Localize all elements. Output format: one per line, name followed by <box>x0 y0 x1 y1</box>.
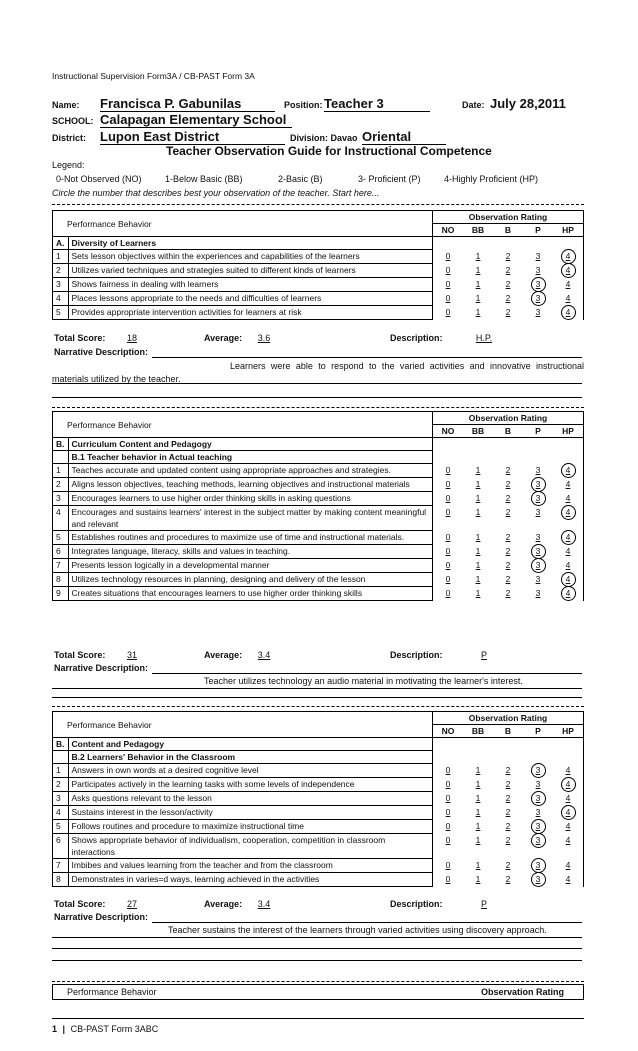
rating-b[interactable]: 2 <box>505 545 511 556</box>
rating-bb[interactable]: 1 <box>475 873 481 884</box>
rule <box>52 688 582 689</box>
rating-hp[interactable]: 4 <box>561 305 576 320</box>
desc-value-b2: P <box>480 899 487 909</box>
rating-hp[interactable]: 4 <box>565 492 571 503</box>
rule <box>52 960 582 961</box>
row-number: 5 <box>53 531 69 545</box>
table-row <box>53 478 584 492</box>
rating-bb[interactable]: 1 <box>475 834 481 845</box>
rating-b[interactable]: 2 <box>505 292 511 303</box>
section-letter: A. <box>53 237 69 250</box>
row-number: 2 <box>53 478 69 492</box>
row-number: 1 <box>53 764 69 778</box>
table-row <box>53 278 584 292</box>
col-p: P <box>523 425 553 438</box>
perf-header: Performance Behavior <box>53 712 433 738</box>
obs-header: Observation Rating <box>433 211 584 224</box>
rating-p[interactable]: 3 <box>535 573 541 584</box>
rating-no[interactable]: 0 <box>445 464 451 475</box>
form-title: Instructional Supervision Form3A / CB-PAST Form 3A <box>52 71 255 81</box>
rating-b[interactable]: 2 <box>505 587 511 598</box>
row-number: 4 <box>53 292 69 306</box>
rating-b[interactable]: 2 <box>505 306 511 317</box>
rating-no[interactable]: 0 <box>445 859 451 870</box>
rating-b[interactable]: 2 <box>505 506 511 517</box>
row-behavior: Aligns lesson objectives, teaching methods, learning objectives and instructional materials <box>68 478 433 492</box>
rating-p[interactable]: 3 <box>531 558 546 573</box>
table-section-a <box>52 210 584 320</box>
average-value-b2: 3.4 <box>257 899 271 909</box>
rating-b[interactable]: 2 <box>505 478 511 489</box>
row-behavior: Shows fairness in dealing with learners <box>68 278 433 292</box>
rating-b[interactable]: 2 <box>505 820 511 831</box>
rating-bb[interactable]: 1 <box>475 778 481 789</box>
table-row <box>53 806 584 820</box>
table-row <box>53 587 584 601</box>
rule <box>152 922 582 923</box>
total-label-a: Total Score: <box>54 333 106 343</box>
rating-hp[interactable]: 4 <box>561 249 576 264</box>
table-row <box>53 545 584 559</box>
rating-no[interactable]: 0 <box>445 764 451 775</box>
rating-p[interactable]: 3 <box>535 806 541 817</box>
rating-hp[interactable]: 4 <box>561 530 576 545</box>
section-letter: B. <box>53 438 69 451</box>
row-behavior: Provides appropriate intervention activities for learners at risk <box>68 306 433 320</box>
row-number: 3 <box>53 278 69 292</box>
table-row <box>53 873 584 887</box>
rating-bb[interactable]: 1 <box>475 531 481 542</box>
rating-p[interactable]: 3 <box>531 477 546 492</box>
name-value: Francisca P. Gabunilas <box>100 96 275 112</box>
table-row <box>53 492 584 506</box>
rule <box>52 937 582 938</box>
rating-b[interactable]: 2 <box>505 464 511 475</box>
rating-b[interactable]: 2 <box>505 873 511 884</box>
row-behavior: Utilizes varied techniques and strategies suited to different kinds of learners <box>68 264 433 278</box>
rating-p[interactable]: 3 <box>531 763 546 778</box>
rating-p[interactable]: 3 <box>531 819 546 834</box>
page-footer <box>52 1024 158 1034</box>
table-row <box>53 464 584 478</box>
rating-no[interactable]: 0 <box>445 545 451 556</box>
narrative-b1: Teacher utilizes technology an audio material in motivating the learner's interest. <box>204 676 523 686</box>
rating-hp[interactable]: 4 <box>565 545 571 556</box>
row-number: 7 <box>53 859 69 873</box>
average-label-b1: Average: <box>204 650 243 660</box>
rating-no[interactable]: 0 <box>445 559 451 570</box>
row-number: 4 <box>53 506 69 531</box>
rating-hp[interactable]: 4 <box>561 586 576 601</box>
divider <box>52 706 584 707</box>
school-label: SCHOOL: <box>52 116 94 126</box>
table-row <box>53 778 584 792</box>
rating-p[interactable]: 3 <box>531 491 546 506</box>
rating-bb[interactable]: 1 <box>475 764 481 775</box>
col-no: NO <box>433 425 464 438</box>
desc-label-b2: Description: <box>390 899 443 909</box>
row-behavior: Utilizes technology resources in planning, designing and delivery of the lesson <box>68 573 433 587</box>
rating-b[interactable]: 2 <box>505 859 511 870</box>
position-label: Position: <box>284 100 323 110</box>
rating-hp[interactable]: 4 <box>561 505 576 520</box>
row-number: 7 <box>53 559 69 573</box>
rating-no[interactable]: 0 <box>445 820 451 831</box>
rating-no[interactable]: 0 <box>445 278 451 289</box>
rating-bb[interactable]: 1 <box>475 306 481 317</box>
rating-p[interactable]: 3 <box>531 544 546 559</box>
average-label-b2: Average: <box>204 899 243 909</box>
table-section-b1 <box>52 411 584 601</box>
col-bb: BB <box>463 425 493 438</box>
legend-item-0: 0-Not Observed (NO) <box>56 174 142 184</box>
table-row <box>53 792 584 806</box>
rating-bb[interactable]: 1 <box>475 587 481 598</box>
col-hp: HP <box>553 425 584 438</box>
table-row <box>53 834 584 859</box>
row-behavior: Places lessons appropriate to the needs and difficulties of learners <box>68 292 433 306</box>
narrative-a: Learners were able to respond to the varied activities and innovative instructional materials utilized by the teacher. <box>52 361 584 384</box>
table-row <box>53 264 584 278</box>
divider <box>52 204 584 205</box>
average-label-a: Average: <box>204 333 243 343</box>
row-number: 2 <box>53 778 69 792</box>
rating-p[interactable]: 3 <box>531 872 546 887</box>
narrative-label-b1: Narrative Description: <box>54 663 149 673</box>
rating-hp[interactable]: 4 <box>565 873 571 884</box>
rating-bb[interactable]: 1 <box>475 278 481 289</box>
perf-header: Performance Behavior <box>53 412 433 438</box>
row-number: 3 <box>53 492 69 506</box>
rating-hp[interactable]: 4 <box>565 792 571 803</box>
legend-item-4: 4-Highly Proficient (HP) <box>444 174 539 184</box>
total-value-a: 18 <box>126 333 137 343</box>
rating-hp[interactable]: 4 <box>565 764 571 775</box>
row-number: 6 <box>53 834 69 859</box>
rating-b[interactable]: 2 <box>505 531 511 542</box>
section-title: Diversity of Learners <box>68 237 433 250</box>
col-no: NO <box>433 725 464 738</box>
rating-hp[interactable]: 4 <box>561 263 576 278</box>
section-title: Curriculum Content and Pedagogy <box>68 438 433 451</box>
perf-header: Performance Behavior <box>67 987 157 997</box>
row-number: 5 <box>53 820 69 834</box>
table-row <box>53 531 584 545</box>
rating-p[interactable]: 3 <box>535 506 541 517</box>
col-bb: BB <box>463 725 493 738</box>
rating-no[interactable]: 0 <box>445 506 451 517</box>
rating-p[interactable]: 3 <box>531 291 546 306</box>
rating-hp[interactable]: 4 <box>565 292 571 303</box>
rating-bb[interactable]: 1 <box>475 573 481 584</box>
average-value-a: 3.6 <box>257 333 271 343</box>
table-row <box>53 859 584 873</box>
rule <box>52 697 582 698</box>
row-behavior: Participates actively in the learning tasks with some levels of independence <box>68 778 433 792</box>
rating-b[interactable]: 2 <box>505 806 511 817</box>
date-label: Date: <box>462 100 485 110</box>
rating-no[interactable]: 0 <box>445 792 451 803</box>
row-number: 3 <box>53 792 69 806</box>
table-row <box>53 573 584 587</box>
footer-table <box>52 984 584 1000</box>
rule <box>152 673 582 674</box>
rule <box>52 383 582 384</box>
rating-bb[interactable]: 1 <box>475 464 481 475</box>
rating-bb[interactable]: 1 <box>475 292 481 303</box>
district-value: Lupon East District <box>100 129 285 145</box>
rating-no[interactable]: 0 <box>445 573 451 584</box>
row-number: 8 <box>53 873 69 887</box>
obs-header: Observation Rating <box>481 987 565 997</box>
rating-no[interactable]: 0 <box>445 531 451 542</box>
table-row <box>53 820 584 834</box>
table-row <box>53 292 584 306</box>
footer-separator: | <box>62 1024 66 1034</box>
desc-value-b1: P <box>480 650 487 660</box>
row-behavior: Demonstrates in varies=d ways, learning achieved in the activities <box>68 873 433 887</box>
rating-bb[interactable]: 1 <box>475 792 481 803</box>
rating-b[interactable]: 2 <box>505 559 511 570</box>
table-row <box>53 250 584 264</box>
rating-no[interactable]: 0 <box>445 834 451 845</box>
col-no: NO <box>433 224 464 237</box>
rating-hp[interactable]: 4 <box>561 463 576 478</box>
row-behavior: Creates situations that encourages learners to use higher order thinking skills <box>68 587 433 601</box>
row-number: 6 <box>53 545 69 559</box>
obs-header: Observation Rating <box>433 712 584 725</box>
rule <box>52 948 582 949</box>
total-label-b1: Total Score: <box>54 650 106 660</box>
rating-bb[interactable]: 1 <box>475 545 481 556</box>
desc-label-a: Description: <box>390 333 443 343</box>
rating-p[interactable]: 3 <box>535 464 541 475</box>
division-label: Division: Davao <box>290 133 358 143</box>
rating-hp[interactable]: 4 <box>565 559 571 570</box>
rating-p[interactable]: 3 <box>535 264 541 275</box>
col-hp: HP <box>553 224 584 237</box>
rating-no[interactable]: 0 <box>445 778 451 789</box>
legend-item-3: 3- Proficient (P) <box>358 174 421 184</box>
row-number: 8 <box>53 573 69 587</box>
row-number: 2 <box>53 264 69 278</box>
date-value: July 28,2011 <box>490 96 566 111</box>
rating-no[interactable]: 0 <box>445 478 451 489</box>
rating-p[interactable]: 3 <box>535 250 541 261</box>
rating-p[interactable]: 3 <box>531 833 546 848</box>
division-value: Oriental <box>362 129 446 145</box>
rating-p[interactable]: 3 <box>531 858 546 873</box>
school-value: Calapagan Elementary School <box>100 112 292 128</box>
rating-bb[interactable]: 1 <box>475 250 481 261</box>
rating-b[interactable]: 2 <box>505 264 511 275</box>
rating-bb[interactable]: 1 <box>475 806 481 817</box>
page-number: 1 <box>52 1024 58 1034</box>
row-behavior: Shows appropriate behavior of individualism, cooperation, competition in classroom interactions <box>68 834 433 859</box>
page-footer-rule <box>52 1018 584 1019</box>
rating-b[interactable]: 2 <box>505 492 511 503</box>
rating-no[interactable]: 0 <box>445 492 451 503</box>
rating-p[interactable]: 3 <box>535 587 541 598</box>
rating-b[interactable]: 2 <box>505 764 511 775</box>
rating-no[interactable]: 0 <box>445 306 451 317</box>
divider <box>52 407 584 408</box>
rating-hp[interactable]: 4 <box>561 777 576 792</box>
footer-label: CB-PAST Form 3ABC <box>70 1024 159 1034</box>
position-value: Teacher 3 <box>324 96 430 112</box>
rating-bb[interactable]: 1 <box>475 820 481 831</box>
table-row <box>53 764 584 778</box>
row-behavior: Asks questions relevant to the lesson <box>68 792 433 806</box>
total-value-b2: 27 <box>126 899 137 909</box>
rating-p[interactable]: 3 <box>535 778 541 789</box>
rating-bb[interactable]: 1 <box>475 264 481 275</box>
divider <box>52 981 584 982</box>
row-behavior: Sustains interest in the lesson/activity <box>68 806 433 820</box>
rating-no[interactable]: 0 <box>445 250 451 261</box>
col-b: B <box>493 425 523 438</box>
row-number: 5 <box>53 306 69 320</box>
rule <box>152 357 582 358</box>
rating-b[interactable]: 2 <box>505 834 511 845</box>
rating-hp[interactable]: 4 <box>565 834 571 845</box>
col-b: B <box>493 725 523 738</box>
obs-header: Observation Rating <box>433 412 584 425</box>
table-row <box>53 306 584 320</box>
section-subtitle: B.1 Teacher behavior in Actual teaching <box>68 451 433 464</box>
rating-b[interactable]: 2 <box>505 778 511 789</box>
legend-item-2: 2-Basic (B) <box>278 174 323 184</box>
section-letter: B. <box>53 738 69 751</box>
average-value-b1: 3.4 <box>257 650 271 660</box>
total-value-b1: 31 <box>126 650 137 660</box>
rating-no[interactable]: 0 <box>445 587 451 598</box>
rating-no[interactable]: 0 <box>445 264 451 275</box>
rating-b[interactable]: 2 <box>505 573 511 584</box>
row-behavior: Integrates language, literacy, skills and values in teaching. <box>68 545 433 559</box>
rating-bb[interactable]: 1 <box>475 492 481 503</box>
rating-b[interactable]: 2 <box>505 792 511 803</box>
desc-value-a: H.P. <box>475 333 493 343</box>
rating-no[interactable]: 0 <box>445 873 451 884</box>
rating-p[interactable]: 3 <box>531 791 546 806</box>
legend-label: Legend: <box>52 160 85 170</box>
row-behavior: Encourages learners to use higher order thinking skills in asking questions <box>68 492 433 506</box>
rating-hp[interactable]: 4 <box>561 572 576 587</box>
row-behavior: Establishes routines and procedures to maximize use of time and instructional materials. <box>68 531 433 545</box>
rating-b[interactable]: 2 <box>505 250 511 261</box>
rating-p[interactable]: 3 <box>535 306 541 317</box>
rating-bb[interactable]: 1 <box>475 559 481 570</box>
row-behavior: Follows routines and procedure to maximize instructional time <box>68 820 433 834</box>
perf-header: Performance Behavior <box>53 211 433 237</box>
col-b: B <box>493 224 523 237</box>
col-hp: HP <box>553 725 584 738</box>
name-label: Name: <box>52 100 80 110</box>
row-behavior: Encourages and sustains learners' interest in the subject matter by making content meaningful and relevant <box>68 506 433 531</box>
row-behavior: Answers in own words at a desired cognitive level <box>68 764 433 778</box>
guide-title: Teacher Observation Guide for Instructional Competence <box>166 144 492 158</box>
rule <box>52 397 582 398</box>
row-number: 4 <box>53 806 69 820</box>
rating-hp[interactable]: 4 <box>565 820 571 831</box>
instruction-text: Circle the number that describes best your observation of the teacher. Start here... <box>52 188 380 198</box>
rating-bb[interactable]: 1 <box>475 506 481 517</box>
rating-p[interactable]: 3 <box>535 531 541 542</box>
rating-bb[interactable]: 1 <box>475 859 481 870</box>
rating-hp[interactable]: 4 <box>565 478 571 489</box>
narrative-label-a: Narrative Description: <box>54 347 149 357</box>
rating-no[interactable]: 0 <box>445 806 451 817</box>
desc-label-b1: Description: <box>390 650 443 660</box>
rating-no[interactable]: 0 <box>445 292 451 303</box>
rating-hp[interactable]: 4 <box>561 805 576 820</box>
rating-hp[interactable]: 4 <box>565 278 571 289</box>
col-p: P <box>523 725 553 738</box>
section-subtitle: B.2 Learners' Behavior in the Classroom <box>68 751 433 764</box>
row-behavior: Imbibes and values learning from the teacher and from the classroom <box>68 859 433 873</box>
section-title: Content and Pedagogy <box>68 738 433 751</box>
col-p: P <box>523 224 553 237</box>
table-row <box>53 506 584 531</box>
row-behavior: Teaches accurate and updated content using appropriate approaches and strategies. <box>68 464 433 478</box>
table-row <box>53 559 584 573</box>
row-number: 1 <box>53 250 69 264</box>
row-behavior: Presents lesson logically in a developmental manner <box>68 559 433 573</box>
narrative-b2: Teacher sustains the interest of the learners through varied activities using discovery approach. <box>168 925 547 935</box>
row-number: 1 <box>53 464 69 478</box>
district-label: District: <box>52 133 87 143</box>
rating-bb[interactable]: 1 <box>475 478 481 489</box>
table-section-b2 <box>52 711 584 887</box>
rating-hp[interactable]: 4 <box>565 859 571 870</box>
row-behavior: Sets lesson objectives within the experiences and capabilities of the learners <box>68 250 433 264</box>
rating-b[interactable]: 2 <box>505 278 511 289</box>
narrative-label-b2: Narrative Description: <box>54 912 149 922</box>
total-label-b2: Total Score: <box>54 899 106 909</box>
row-number: 9 <box>53 587 69 601</box>
rating-p[interactable]: 3 <box>531 277 546 292</box>
col-bb: BB <box>463 224 493 237</box>
legend-item-1: 1-Below Basic (BB) <box>165 174 243 184</box>
